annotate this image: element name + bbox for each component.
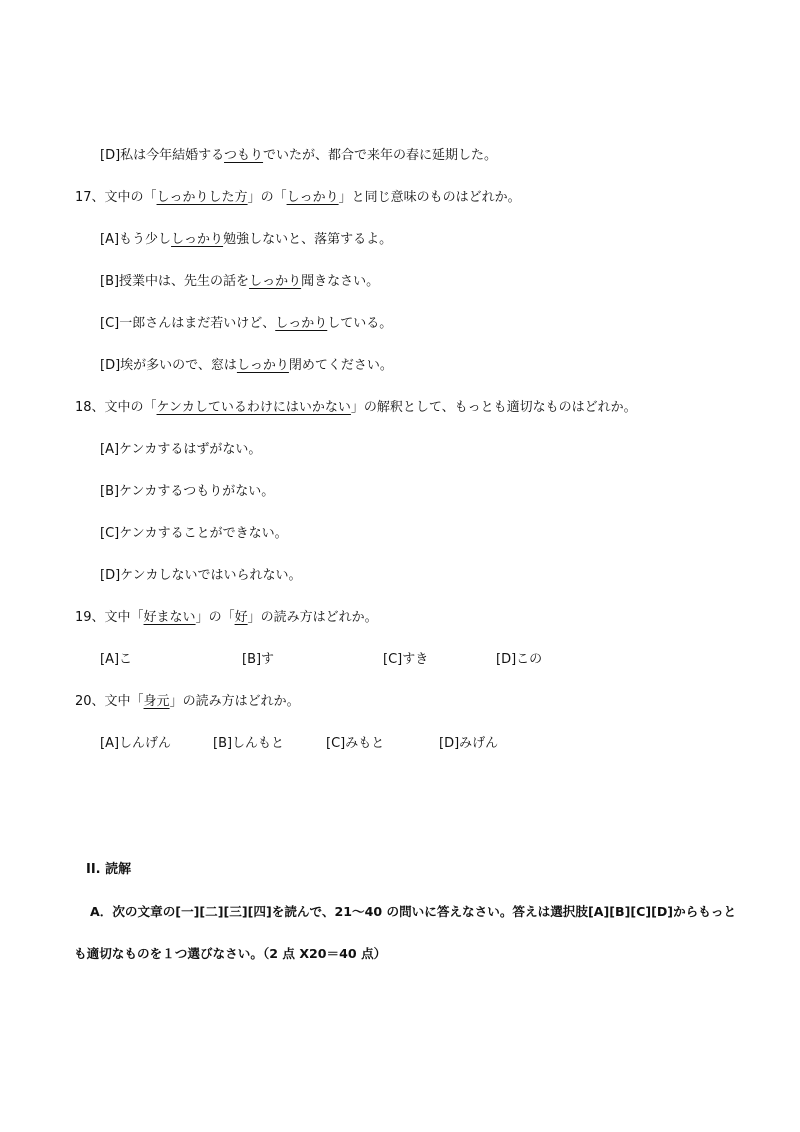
q18-option-c: [C]ケンカすることができない。 [100,526,288,541]
underlined-term: しっかり [275,316,328,331]
underlined-term: 好まない [143,610,196,625]
q17-option-d: [D]埃が多いので、窓はしっかり閉めてください。 [100,358,393,373]
q19-option-b: [B]す [242,652,275,667]
underlined-term: しっかり [249,274,302,289]
q19-option-a: [A]こ [100,652,133,667]
q19-stem: 19、文中「好まない」の「好」の読み方はどれか。 [75,610,378,625]
underlined-term: ケンカしているわけにはいかない [156,400,351,415]
q19-option-d: [D]この [496,652,543,667]
q18-option-a: [A]ケンカするはずがない。 [100,442,262,457]
q17-option-a: [A]もう少ししっかり勉強しないと、落第するよ。 [100,232,393,247]
q17-option-c: [C]一郎さんはまだ若いけど、しっかりしている。 [100,316,393,331]
q20-option-d: [D]みげん [439,736,499,751]
underlined-term: しっかり [286,190,339,205]
q20-options [0,735,800,753]
section-heading: II. 読解 [86,862,132,877]
q18-option-d: [D]ケンカしないではいられない。 [100,568,302,583]
q16-option-d: [D]私は今年結婚するつもりでいたが、都合で来年の春に延期した。 [100,148,498,163]
underlined-term: 身元 [143,694,170,709]
underlined-term: しっかり [171,232,224,247]
q19-options [0,651,800,669]
q20-option-b: [B]しんもと [213,736,285,751]
q18-option-b: [B]ケンカするつもりがない。 [100,484,275,499]
section-instructions-line2: も適切なものを１つ選びなさい。（2 点 X20＝40 点） [74,946,387,961]
q20-option-c: [C]みもと [326,736,385,751]
underlined-term: 好 [234,610,248,625]
q17-option-b: [B]授業中は、先生の話をしっかり聞きなさい。 [100,274,380,289]
q20-option-a: [A]しんげん [100,736,172,751]
underlined-term: つもり [224,148,264,163]
q19-option-c: [C]すき [383,652,429,667]
q20-stem: 20、文中「身元」の読み方はどれか。 [75,694,300,709]
q17-stem: 17、文中の「しっかりした方」の「しっかり」と同じ意味のものはどれか。 [75,190,521,205]
underlined-term: しっかりした方 [156,190,248,205]
q18-stem: 18、文中の「ケンカしているわけにはいかない」の解釈として、もっとも適切なものはどれか。 [75,400,637,415]
section-instructions-line1: A．次の文章の[一][二][三][四]を読んで、21～40 の問いに答えなさい。答えは選択肢[A][B][C][D]からもっと [90,904,737,919]
underlined-term: しっかり [236,358,289,373]
